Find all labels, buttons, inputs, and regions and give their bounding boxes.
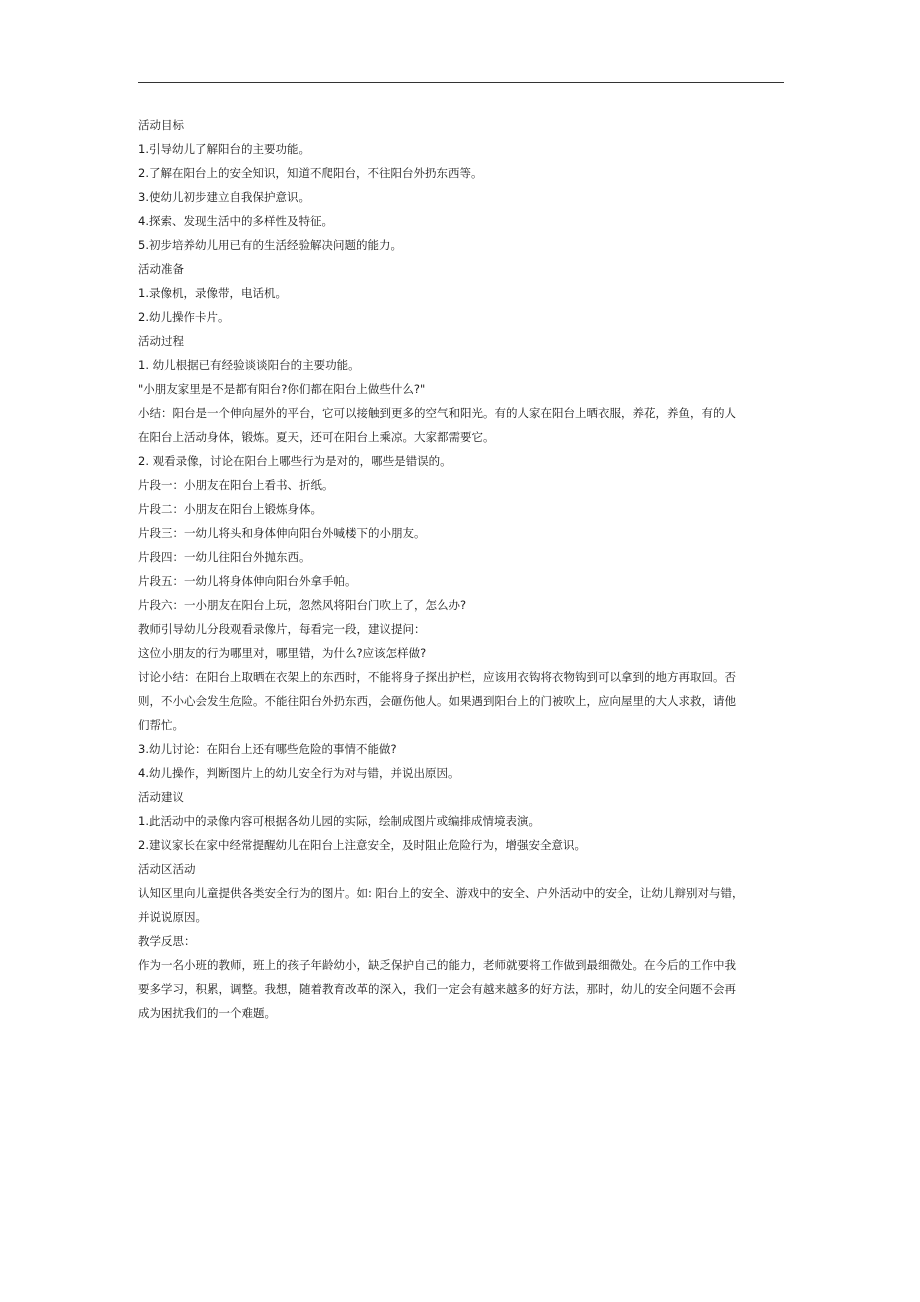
document-body	[138, 113, 784, 1025]
area-activity-text: 并说说原因。	[138, 910, 207, 924]
teacher-question: 这位小朋友的行为哪里对，哪里错，为什么?应该怎样做?	[138, 646, 427, 660]
discussion-summary: 们帮忙。	[138, 718, 184, 732]
section-heading-area-activity: 活动区活动	[138, 862, 196, 876]
clip-item: 片段六：一小朋友在阳台上玩，忽然风将阳台门吹上了，怎么办?	[138, 598, 467, 612]
reflection-text: 作为一名小班的教师，班上的孩子年龄幼小，缺乏保护自己的能力，老师就要将工作做到最细微处。在今后的工作中我	[138, 958, 736, 972]
clip-item: 片段五：一幼儿将身体伸向阳台外拿手帕。	[138, 574, 357, 588]
goal-item: 2.了解在阳台上的安全知识，知道不爬阳台，不往阳台外扔东西等。	[138, 166, 483, 180]
clip-item: 片段二：小朋友在阳台上锻炼身体。	[138, 502, 322, 516]
summary-text: 在阳台上活动身体，锻炼。夏天，还可在阳台上乘凉。大家都需要它。	[138, 430, 495, 444]
section-heading-suggestions: 活动建议	[138, 790, 184, 804]
goal-item: 5.初步培养幼儿用已有的生活经验解决问题的能力。	[138, 238, 402, 252]
goal-item: 4.探索、发现生活中的多样性及特征。	[138, 214, 333, 228]
clip-item: 片段四：一幼儿往阳台外抛东西。	[138, 550, 311, 564]
goal-item: 3.使幼儿初步建立自我保护意识。	[138, 190, 310, 204]
suggestion-item: 2.建议家长在家中经常提醒幼儿在阳台上注意安全，及时阻止危险行为，增强安全意识。	[138, 838, 586, 852]
process-step: 3.幼儿讨论：在阳台上还有哪些危险的事情不能做?	[138, 742, 397, 756]
reflection-text: 成为困扰我们的一个难题。	[138, 1006, 276, 1020]
header-rule	[138, 82, 784, 83]
process-step: 2. 观看录像，讨论在阳台上哪些行为是对的，哪些是错误的。	[138, 454, 452, 468]
preparation-item: 1.录像机，录像带，电话机。	[138, 286, 287, 300]
process-step: 4.幼儿操作，判断图片上的幼儿安全行为对与错，并说出原因。	[138, 766, 460, 780]
reflection-text: 要多学习，积累，调整。我想，随着教育改革的深入，我们一定会有越来越多的好方法，那时，幼儿的安全问题不会再	[138, 982, 736, 996]
summary-text: 小结：阳台是一个伸向屋外的平台，它可以接触到更多的空气和阳光。有的人家在阳台上晒衣服，养花，养鱼，有的人	[138, 406, 736, 420]
area-activity-text: 认知区里向儿童提供各类安全行为的图片。如: 阳台上的安全、游戏中的安全、户外活动中的安全，让幼儿辩别对与错，	[138, 886, 744, 900]
clip-item: 片段一：小朋友在阳台上看书、折纸。	[138, 478, 334, 492]
teacher-guidance: 教师引导幼儿分段观看录像片，每看完一段，建议提问：	[138, 622, 426, 636]
section-heading-preparation: 活动准备	[138, 262, 184, 276]
preparation-item: 2.幼儿操作卡片。	[138, 310, 230, 324]
goal-item: 1.引导幼儿了解阳台的主要功能。	[138, 142, 310, 156]
section-heading-process: 活动过程	[138, 334, 184, 348]
process-step: 1. 幼儿根据已有经验谈谈阳台的主要功能。	[138, 358, 360, 372]
clip-item: 片段三：一幼儿将头和身体伸向阳台外喊楼下的小朋友。	[138, 526, 426, 540]
section-heading-reflection: 教学反思：	[138, 934, 196, 948]
section-heading-goals: 活动目标	[138, 118, 184, 132]
discussion-summary: 讨论小结：在阳台上取晒在衣架上的东西时，不能将身子探出护栏，应该用衣钩将衣物钩到可以拿到的地方再取回。否	[138, 670, 736, 684]
suggestion-item: 1.此活动中的录像内容可根据各幼儿园的实际，绘制成图片或编排成情境表演。	[138, 814, 540, 828]
discussion-summary: 则，不小心会发生危险。不能往阳台外扔东西，会砸伤他人。如果遇到阳台上的门被吹上，应向屋里的大人求救，请他	[138, 694, 736, 708]
process-quote: "小朋友家里是不是都有阳台?你们都在阳台上做些什么?"	[138, 382, 426, 396]
